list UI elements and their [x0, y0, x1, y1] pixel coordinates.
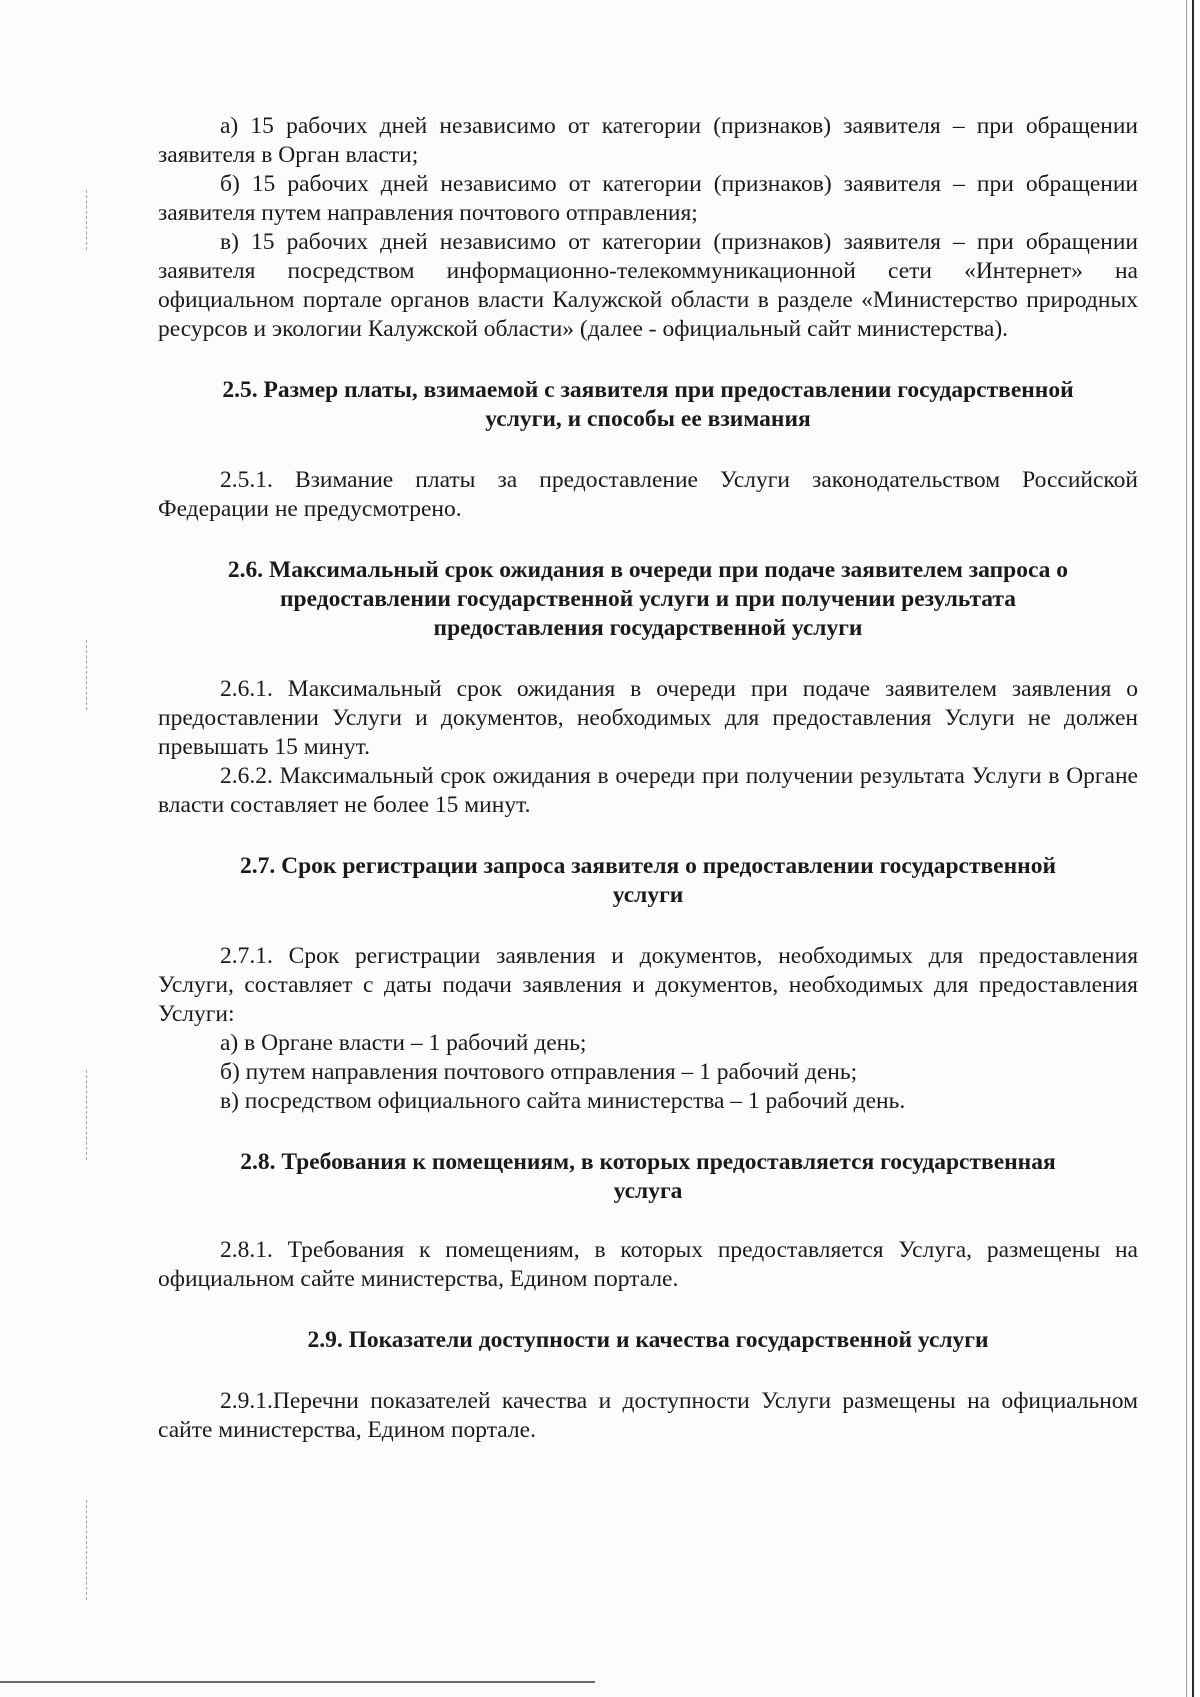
heading-line: 2.8. Требования к помещениям, в которых предоставляется государственная	[240, 1149, 1056, 1175]
scan-margin-mark	[86, 640, 88, 710]
scan-margin-mark	[86, 190, 88, 250]
section-2-8-heading	[158, 1148, 1138, 1206]
paragraph-2-5-1: 2.5.1. Взимание платы за предоставление Услуги законодательством Российской Федерации не предусмотрено.	[158, 467, 1138, 522]
document-body	[158, 112, 1138, 1445]
intro-item-c: в) 15 рабочих дней независимо от категории (признаков) заявителя – при обращении заявителя посредством информационно-телекоммуникационной сети «Интернет» на официальном портале органов власти Калужской области в разделе «Министерство природных ресурсов и экологии Калужской области» (далее - официальный сайт министерства).	[158, 229, 1138, 342]
paragraph-2-6-2: 2.6.2. Максимальный срок ожидания в очереди при получении результата Услуги в Органе власти составляет не более 15 минут.	[158, 763, 1138, 818]
paragraph-2-8-1: 2.8.1. Требования к помещениям, в которых предоставляется Услуга, размещены на официальном сайте министерства, Едином портале.	[158, 1237, 1138, 1292]
scan-bottom-line	[0, 1681, 595, 1683]
scan-margin-mark	[86, 1500, 88, 1600]
scan-edge-line	[1192, 0, 1194, 1697]
section-2-6-heading	[158, 556, 1138, 643]
list-item: а) в Органе власти – 1 рабочий день;	[220, 1030, 587, 1056]
list-item: б) путем направления почтового отправления – 1 рабочий день;	[220, 1059, 858, 1085]
section-2-7-heading	[158, 852, 1138, 910]
heading-line: 2.6. Максимальный срок ожидания в очереди при подаче заявителем запроса о	[227, 557, 1069, 583]
paragraph-2-9-1: 2.9.1.Перечни показателей качества и доступности Услуги размещены на официальном сайте министерства, Едином портале.	[158, 1388, 1138, 1443]
heading-line: услуга	[613, 1178, 683, 1204]
paragraph-2-6-1: 2.6.1. Максимальный срок ожидания в очереди при подаче заявителем заявления о предоставлении Услуги и документов, необходимых для предоставления Услуги не должен превышать 15 минут.	[158, 676, 1138, 760]
intro-item-b: б) 15 рабочих дней независимо от категории (признаков) заявителя – при обращении заявителя путем направления почтового отправления;	[158, 171, 1138, 226]
heading-line: 2.5. Размер платы, взимаемой с заявителя при предоставлении государственной	[222, 377, 1074, 403]
heading-line: предоставлении государственной услуги и при получении результата	[279, 586, 1017, 612]
scan-margin-mark	[86, 1070, 88, 1160]
list-item: в) посредством официального сайта министерства – 1 рабочий день.	[220, 1088, 906, 1114]
section-2-5-heading	[158, 376, 1138, 434]
heading-line: предоставления государственной услуги	[433, 615, 863, 641]
heading-line: 2.7. Срок регистрации запроса заявителя о предоставлении государственной	[240, 853, 1056, 879]
heading-line: услуги	[612, 882, 684, 908]
intro-item-a: а) 15 рабочих дней независимо от категории (признаков) заявителя – при обращении заявителя в Орган власти;	[158, 113, 1138, 168]
paragraph-2-7-1: 2.7.1. Срок регистрации заявления и документов, необходимых для предоставления Услуги, составляет с даты подачи заявления и документов, необходимых для предоставления Услуги:	[158, 943, 1138, 1027]
section-2-9-heading: 2.9. Показатели доступности и качества государственной услуги	[307, 1327, 989, 1353]
heading-line: услуги, и способы ее взимания	[485, 406, 811, 432]
scan-edge-line-inner	[1186, 0, 1187, 1697]
